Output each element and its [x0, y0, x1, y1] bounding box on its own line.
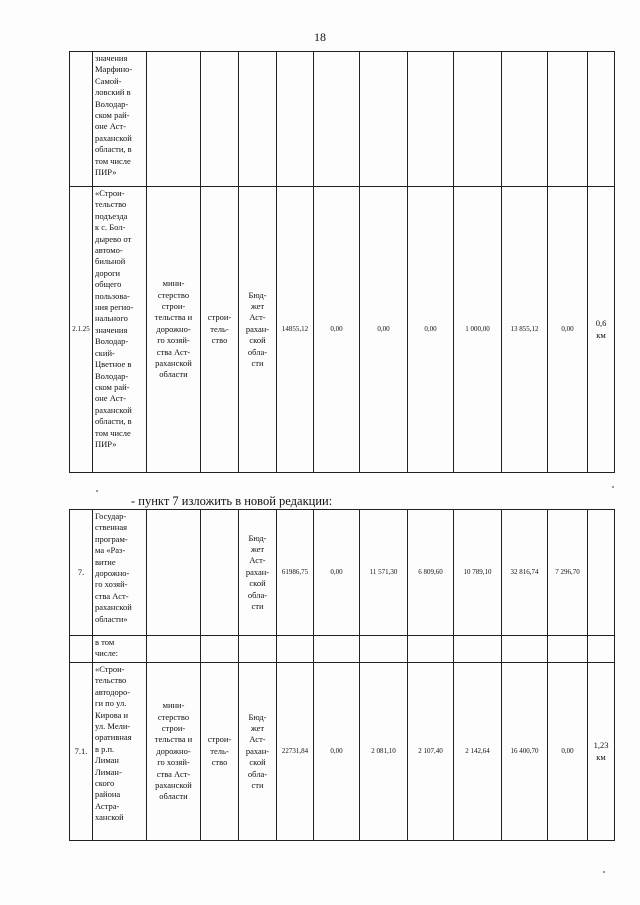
cell-value: 0,00: [548, 187, 588, 473]
cell-type: строи- тель- ство: [201, 663, 239, 841]
cell-value: 0,00: [314, 663, 360, 841]
cell-name: «Строи- тельство автодоро- ги по ул. Кирова и ул. Мели- оративная в р.п. Лиман Лиман- ского района Астра- ханской: [93, 663, 147, 841]
scan-speck: [603, 871, 605, 873]
table-row: [70, 510, 615, 636]
cell-num: [70, 52, 93, 187]
cell-result: 1,23 км: [588, 663, 615, 841]
table-row: [70, 52, 615, 187]
cell-total: 22731,84: [277, 663, 314, 841]
cell-num: 2.1.25: [70, 187, 93, 473]
cell-total: 61986,75: [277, 510, 314, 636]
section-label: - пункт 7 изложить в новой редакции:: [131, 494, 333, 508]
cell-value: 10 789,10: [454, 510, 502, 636]
cell-result: [588, 510, 615, 636]
cell-value: 0,00: [360, 187, 408, 473]
program-table-part-1: [69, 51, 615, 473]
table-row: [70, 187, 615, 473]
cell-value: 32 816,74: [502, 510, 548, 636]
cell-value: 6 809,60: [408, 510, 454, 636]
cell-name: в том числе:: [93, 636, 147, 663]
cell-executor: мини- стерство строи- тельства и дорожно- го хозяй- ства Аст- раханской области: [147, 663, 201, 841]
cell-source: Бюд- жет Аст- рахан- ской обла- сти: [239, 663, 277, 841]
scan-speck: [612, 486, 614, 488]
cell-value: 1 000,00: [454, 187, 502, 473]
cell-value: 0,00: [314, 187, 360, 473]
cell-value: 2 107,40: [408, 663, 454, 841]
cell-value: 0,00: [548, 663, 588, 841]
cell-executor: мини- стерство строи- тельства и дорожно- го хозяй- ства Аст- раханской области: [147, 187, 201, 473]
table-row: [70, 663, 615, 841]
cell-name: «Строи- тельство подъезда к с. Бол- дырево от автомо- бильной дороги общего пользова- ния регио- нального значения Володар- ский- Цветное в Володар- ском рай- оне Аст- раханской области, в том числе ПИР»: [93, 187, 147, 473]
cell-source: Бюд- жет Аст- рахан- ской обла- сти: [239, 187, 277, 473]
cell-name: значения Марфино- Самой- ловский в Володар- ском рай- оне Аст- раханской области, в том числе ПИР»: [93, 52, 147, 187]
page-number: 18: [314, 30, 326, 44]
cell-value: 13 855,12: [502, 187, 548, 473]
cell-value: 7 296,70: [548, 510, 588, 636]
cell-value: 16 400,70: [502, 663, 548, 841]
cell-num: 7.1.: [70, 663, 93, 841]
program-table-part-2: [69, 509, 615, 841]
cell-name: Государ- ственная програм- ма «Раз- витие дорожно- го хозяй- ства Аст- раханской области»: [93, 510, 147, 636]
cell-value: 2 081,10: [360, 663, 408, 841]
cell-source: Бюд- жет Аст- рахан- ской обла- сти: [239, 510, 277, 636]
cell-result: 0,6 км: [588, 187, 615, 473]
cell-value: 2 142,64: [454, 663, 502, 841]
scan-speck: [96, 490, 98, 492]
cell-num: 7.: [70, 510, 93, 636]
cell-type: [201, 510, 239, 636]
cell-executor: [147, 510, 201, 636]
cell-value: 11 571,30: [360, 510, 408, 636]
cell-value: 0,00: [408, 187, 454, 473]
cell-total: 14855,12: [277, 187, 314, 473]
cell-value: 0,00: [314, 510, 360, 636]
cell-type: строи- тель- ство: [201, 187, 239, 473]
table-row: [70, 636, 615, 663]
